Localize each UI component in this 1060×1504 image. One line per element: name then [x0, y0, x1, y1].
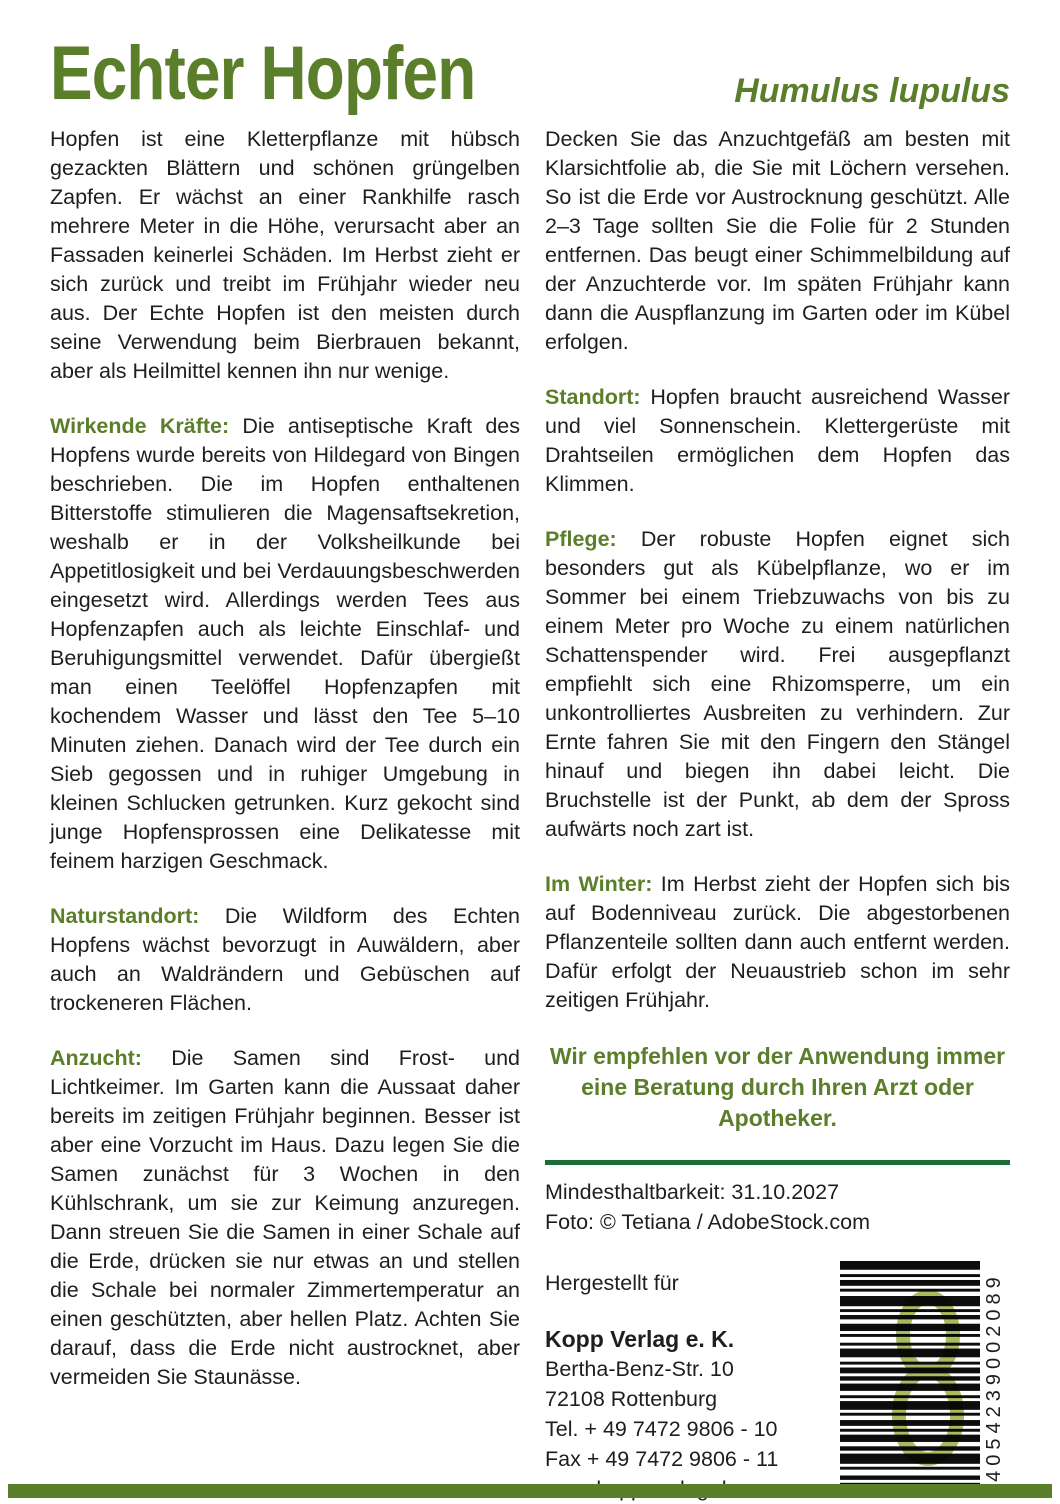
- section-text: Die Wildform des Echten Hopfens wächst bevorzugt in Auwäldern, aber auch an Waldrändern und Gebüschen auf trockeneren Flächen.: [50, 904, 520, 1015]
- botanical-name: Humulus lupulus: [734, 72, 1010, 110]
- section-label: Pflege:: [545, 527, 617, 551]
- footer-row: [545, 1269, 1010, 1504]
- publisher-phone: Tel. + 49 7472 9806 - 10: [545, 1417, 778, 1441]
- section-text: Hopfen braucht ausreichend Wasser und viel Sonnenschein. Klettergerüste mit Drahtseilen ermöglichen dem Hopfen das Klimmen.: [545, 385, 1010, 496]
- paragraph-text: Decken Sie das Anzuchtgefäß am besten mit Klarsichtfolie ab, die Sie mit Löchern versehen. So ist die Erde vor Austrocknung geschützt. Alle 2–3 Tage sollten Sie die Folie für 2 Stunden entfernen. Das beugt einer Schimmelbildung auf der Anzuchterde vor. Im späten Frühjahr kann dann die Auspflanzung im Garten oder im Kübel erfolgen.: [545, 127, 1010, 354]
- barcode-number: 4054239002089: [983, 1272, 1005, 1482]
- section-text: Im Herbst zieht der Hopfen sich bis auf Bodenniveau zurück. Die abgestorbenen Pflanzenteile sollten dann auch entfernt werden. Dafür erfolgt der Neuaustrieb schon im sehr zeitigen Frühjahr.: [545, 872, 1010, 1012]
- section-label: Anzucht:: [50, 1046, 142, 1070]
- right-column: [545, 125, 1010, 1504]
- bottom-green-bar: [8, 1484, 1052, 1498]
- barcode: [840, 1261, 1010, 1493]
- shelf-life: Mindesthaltbarkeit: 31.10.2027: [545, 1180, 840, 1204]
- left-column: [50, 125, 520, 1418]
- section-standort: [545, 383, 1010, 499]
- section-text: Die antiseptische Kraft des Hopfens wurde bereits von Hildegard von Bingen beschrieben. Die im Hopfen enthaltenen Bitterstoffe stimulieren die Magensaftsekretion, weshalb er in der Volksheilkunde bei Appetitlosigkeit und bei Verdauungsbeschwerden eingesetzt wird. Allerdings werden Tees aus Hopfenzapfen auch als leichte Einschlaf- und Beruhigungsmittel verwendet. Dafür übergießt man einen Teelöffel Hopfenzapfen mit kochendem Wasser und lässt den Tee 5–10 Minuten ziehen. Danach wird der Tee durch ein Sieb gegossen und in ruhiger Umgebung in kleinen Schlucken getrunken. Kurz gekocht sind junge Hopfensprossen eine Delikatesse mit feinem harzigen Geschmack.: [50, 414, 521, 873]
- section-naturstandort: [50, 902, 520, 1018]
- section-text: Der robuste Hopfen eignet sich besonders gut als Kübelpflanze, wo er im Sommer bei einem Triebzuwachs von bis zu einem Meter pro Woche zu einem natürlichen Schattenspender wird. Frei ausgepflanzt empfiehlt sich eine Rhizomsperre, um ein unkontrolliertes Ausbreiten zu verhindern. Zur Ernte fahren Sie mit den Fingern den Stängel hinauf und biegen ihn dabei leicht. Die Bruchstelle ist der Punkt, ab dem der Spross aufwärts noch zart ist.: [545, 527, 1010, 841]
- section-pflege: [545, 525, 1010, 844]
- publisher-street: Bertha-Benz-Str. 10: [545, 1357, 734, 1381]
- intro-paragraph: [50, 125, 520, 386]
- photo-credit: Foto: © Tetiana / AdobeStock.com: [545, 1210, 870, 1234]
- publisher-name: Kopp Verlag e. K.: [545, 1326, 735, 1352]
- publisher-fax: Fax + 49 7472 9806 - 11: [545, 1447, 779, 1471]
- section-wirkende-kraefte: [50, 412, 520, 876]
- intro-text: Hopfen ist eine Kletterpflanze mit hübsch gezackten Blättern und schönen grüngelben Zapfen. Er wächst an einer Rankhilfe rasch mehrere Meter in die Höhe, verursacht aber an Fassaden keinerlei Schäden. Im Herbst zieht er sich zurück und treibt im Frühjahr wieder neu aus. Der Echte Hopfen ist den meisten durch seine Verwendung beim Bierbrauen bekannt, aber als Heilmittel kennen ihn nur wenige.: [50, 127, 520, 383]
- green-divider: [545, 1160, 1010, 1165]
- made-for-label: Hergestellt für: [545, 1271, 679, 1295]
- section-label: Wirkende Kräfte:: [50, 414, 230, 438]
- section-im-winter: [545, 870, 1010, 1015]
- section-label: Im Winter:: [545, 872, 653, 896]
- hop-eight-logo-icon: [892, 1283, 964, 1471]
- anzucht-continued-paragraph: [545, 125, 1010, 357]
- section-label: Naturstandort:: [50, 904, 200, 928]
- section-anzucht: [50, 1044, 520, 1392]
- publisher-block: [545, 1269, 840, 1504]
- section-text: Die Samen sind Frost- und Lichtkeimer. Im Garten kann die Aussaat daher bereits im zeitigen Frühjahr beginnen. Besser ist aber eine Vorzucht im Haus. Dazu legen Sie die Samen zunächst für 3 Wochen in den Kühlschrank, um sie zur Keimung anzuregen. Dann streuen Sie die Samen in einer Schale auf die Erde, drücken sie nur etwas an und stellen die Schale bei normaler Zimmertemperatur an einen geschützten, aber hellen Platz. Achten Sie darauf, dass die Erde nicht austrocknet, aber vermeiden Sie Staunässe.: [50, 1046, 520, 1389]
- page-title: Echter Hopfen: [50, 31, 476, 116]
- publisher-city: 72108 Rottenburg: [545, 1387, 718, 1411]
- medical-advisory-note: Wir empfehlen vor der Anwendung immer eine Beratung durch Ihren Arzt oder Apotheker.: [549, 1043, 1006, 1131]
- section-label: Standort:: [545, 385, 641, 409]
